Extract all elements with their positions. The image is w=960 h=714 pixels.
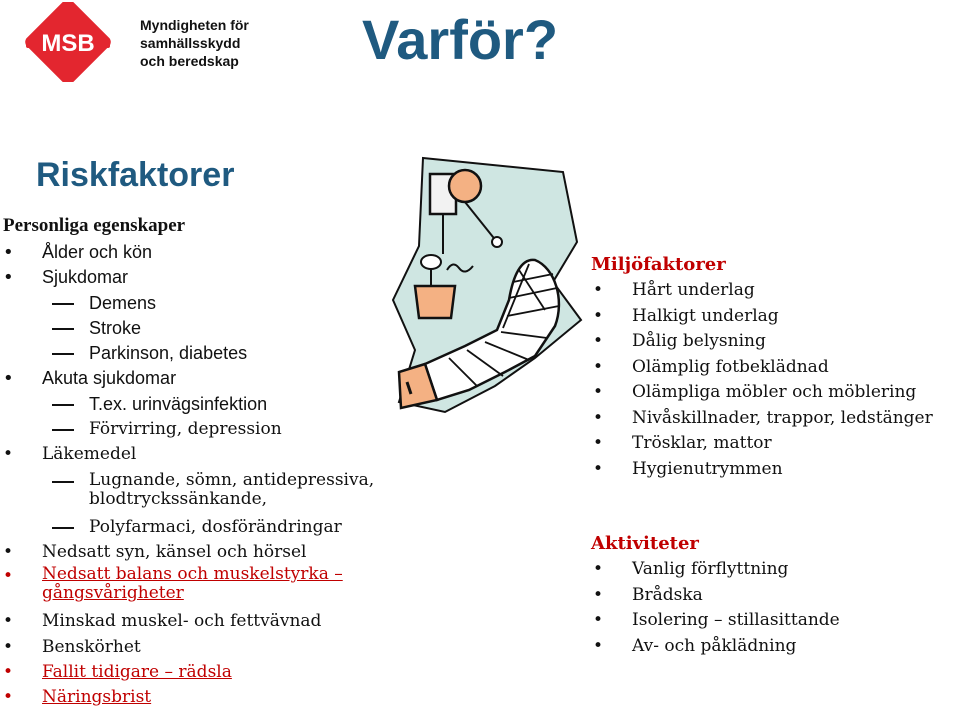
- bullet-icon: •: [593, 407, 604, 428]
- environment-heading: Miljöfaktorer: [591, 254, 726, 275]
- list-item: • Minskad muskel- och fettvävnad: [0, 609, 400, 634]
- bullet-icon: •: [3, 541, 14, 562]
- personal-subheading: Personliga egenskaper: [3, 215, 186, 236]
- list-item: • Brådska: [590, 583, 960, 609]
- list-subitem: Stroke: [0, 316, 400, 341]
- list-item: • Nedsatt syn, känsel och hörsel: [0, 540, 400, 565]
- list-subitem: Förvirring, depression: [0, 417, 400, 442]
- bullet-icon: •: [593, 635, 604, 656]
- bullet-icon: •: [3, 566, 14, 587]
- list-item-highlight: • Näringsbrist: [0, 685, 400, 710]
- list-item: • Olämplig fotbeklädnad: [590, 355, 960, 381]
- bullet-icon: •: [593, 433, 604, 453]
- dash-icon: [52, 353, 74, 355]
- list-item: • Hygienutrymmen: [590, 457, 960, 483]
- activities-heading: Aktiviteter: [591, 533, 699, 554]
- bullet-icon: •: [593, 458, 604, 479]
- list-item: • Sjukdomar: [0, 265, 400, 290]
- dash-icon: [52, 328, 74, 330]
- list-subitem: T.ex. urinvägsinfektion: [0, 392, 400, 417]
- section-title: Riskfaktorer: [36, 156, 235, 194]
- list-item: • Av- och påklädning: [590, 634, 960, 660]
- list-item: • Vanlig förflyttning: [590, 557, 960, 583]
- logo-abbr: MSB: [41, 30, 95, 57]
- list-item-highlight: • Fallit tidigare – rädsla: [0, 660, 400, 685]
- msb-logo: [22, 2, 249, 82]
- bullet-icon: •: [3, 661, 14, 682]
- list-subitem: Parkinson, diabetes: [0, 341, 400, 366]
- logo-line: samhällsskydd: [140, 35, 241, 51]
- bullet-icon: •: [593, 584, 604, 605]
- logo-line: Myndigheten för: [140, 17, 249, 33]
- bullet-icon: •: [593, 331, 604, 351]
- list-item: • Hårt underlag: [590, 278, 960, 304]
- bullet-icon: •: [3, 687, 14, 708]
- list-item: • Olämpliga möbler och möblering: [590, 380, 960, 406]
- bullet-icon: •: [593, 559, 604, 579]
- bullet-icon: •: [593, 610, 604, 630]
- bullet-icon: •: [3, 444, 14, 465]
- list-item-highlight: • Nedsatt balans och muskelstyrka – gångsvårigheter: [3, 564, 343, 604]
- bullet-icon: •: [3, 242, 14, 263]
- page-title: Varför?: [362, 8, 559, 71]
- bullet-icon: •: [3, 267, 14, 289]
- bandaged-leg-traction-icon: [385, 150, 585, 430]
- list-item: • Läkemedel: [0, 442, 400, 467]
- list-subitem: Polyfarmaci, dosförändringar: [0, 515, 400, 540]
- dash-icon: [52, 481, 74, 483]
- personal-risk-list: [0, 240, 400, 710]
- bullet-icon: •: [3, 368, 14, 390]
- activities-list: [590, 557, 960, 659]
- environment-list: [590, 278, 960, 482]
- list-item: • Trösklar, mattor: [590, 431, 960, 457]
- dash-icon: [52, 429, 74, 431]
- bullet-icon: •: [3, 611, 14, 632]
- list-item: • Halkigt underlag: [590, 304, 960, 330]
- bullet-icon: •: [593, 356, 604, 377]
- list-subitem: Demens: [0, 291, 400, 316]
- bullet-icon: •: [593, 305, 604, 326]
- list-item: • Ålder och kön: [0, 240, 400, 265]
- dash-icon: [52, 404, 74, 406]
- bullet-icon: •: [3, 636, 14, 657]
- msb-logo-icon: [22, 2, 122, 82]
- logo-line: och beredskap: [140, 53, 239, 69]
- logo-text: [140, 16, 260, 70]
- list-subitem: Lugnande, sömn, antidepressiva, blodtryckssänkande,: [0, 468, 400, 515]
- list-item: • Isolering – stillasittande: [590, 608, 960, 634]
- bullet-icon: •: [593, 280, 604, 300]
- list-item: • Dålig belysning: [590, 329, 960, 355]
- list-item: • Benskörhet: [0, 635, 400, 660]
- dash-icon: [52, 527, 74, 529]
- bullet-icon: •: [593, 382, 604, 402]
- dash-icon: [52, 303, 74, 305]
- list-item: • Nivåskillnader, trappor, ledstänger: [590, 406, 960, 432]
- list-item: • Akuta sjukdomar: [0, 366, 400, 391]
